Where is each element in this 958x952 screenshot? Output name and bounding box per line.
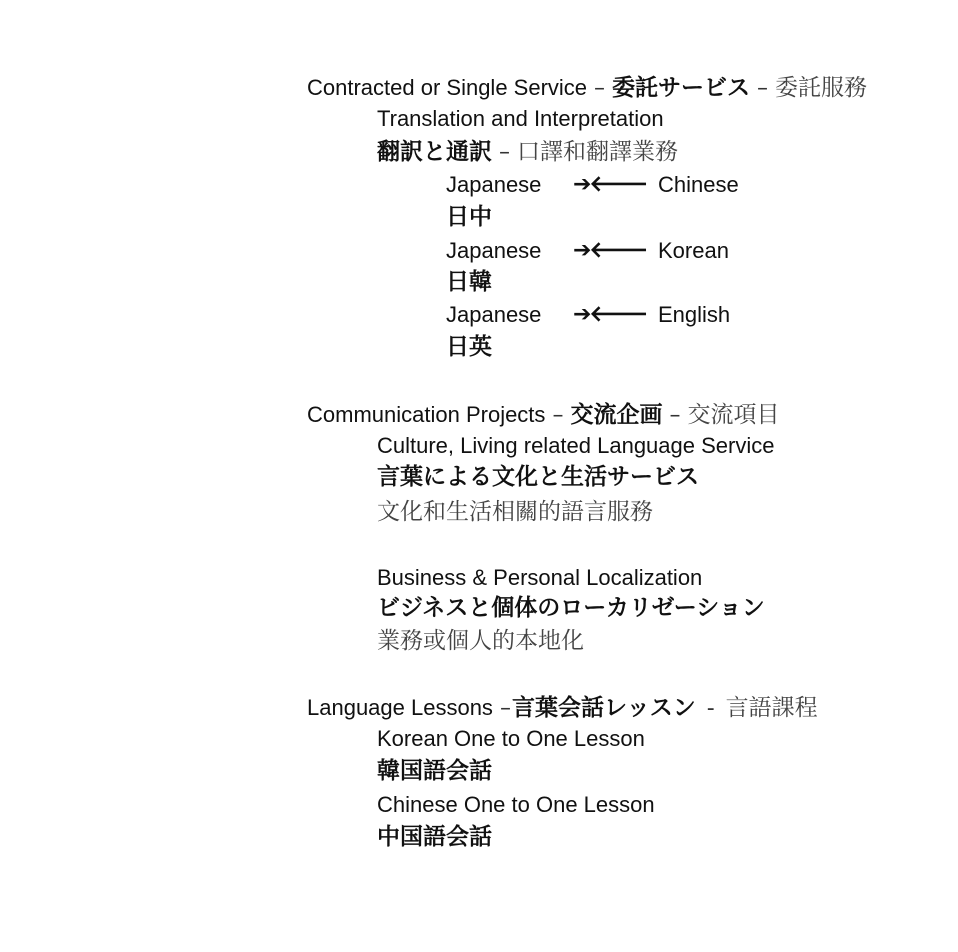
separator: –: [594, 76, 606, 101]
culture-title-zh: 文化和生活相關的語言服務: [377, 499, 653, 525]
heading-zh: 委託服務: [775, 75, 868, 101]
bidirectional-arrow-icon: ➔🡐: [573, 302, 647, 327]
pair-right-language: Korean: [658, 238, 729, 263]
pair-right-language: Chinese: [658, 172, 739, 197]
heading-contracted-service: [307, 74, 867, 103]
heading-language-lessons: [307, 694, 818, 723]
separator: –: [499, 696, 511, 721]
separator: -: [706, 696, 715, 721]
heading-communication-projects: [307, 401, 779, 430]
chinese-lesson-jp: 中国語会話: [377, 824, 492, 850]
separator: –: [552, 403, 564, 428]
bidirectional-arrow-icon: ➔🡐: [573, 172, 647, 197]
heading-jp: 委託サービス: [612, 75, 751, 101]
culture-title-jp: 言葉による文化と生活サービス: [377, 464, 699, 490]
translation-title-en: Translation and Interpretation: [377, 106, 664, 131]
heading-zh: 交流項目: [687, 402, 780, 428]
pair-right-language: English: [658, 302, 731, 327]
translation-zh: 口譯和翻譯業務: [517, 139, 678, 165]
pair-kanji: 日韓: [446, 269, 492, 295]
separator: –: [499, 140, 510, 165]
heading-jp: 言葉会話レッスン: [511, 695, 696, 721]
business-title-zh: 業務或個人的本地化: [377, 628, 584, 654]
heading-en: Communication Projects: [307, 402, 546, 427]
chinese-lesson-en: Chinese One to One Lesson: [377, 792, 655, 817]
business-title-en: Business & Personal Localization: [377, 565, 703, 590]
korean-lesson-jp: 韓国語会話: [377, 758, 492, 784]
separator: –: [757, 76, 769, 101]
bidirectional-arrow-icon: ➔🡐: [573, 238, 647, 263]
pair-left-language: Japanese: [446, 238, 542, 263]
pair-kanji: 日英: [446, 334, 492, 360]
culture-title-en: Culture, Living related Language Service: [377, 433, 775, 458]
translation-jp: 翻訳と通訳: [377, 139, 492, 165]
pair-left-language: Japanese: [446, 302, 542, 327]
business-title-jp: ビジネスと個体のローカリゼーション: [377, 595, 765, 621]
korean-lesson-en: Korean One to One Lesson: [377, 726, 645, 751]
separator: –: [669, 403, 681, 428]
heading-en: Language Lessons: [307, 695, 493, 720]
heading-zh: 言語課程: [725, 695, 818, 721]
pair-left-language: Japanese: [446, 172, 542, 197]
pair-kanji: 日中: [446, 204, 492, 230]
translation-title-jp-zh: [377, 138, 678, 167]
heading-en: Contracted or Single Service: [307, 75, 588, 100]
heading-jp: 交流企画: [570, 402, 663, 428]
